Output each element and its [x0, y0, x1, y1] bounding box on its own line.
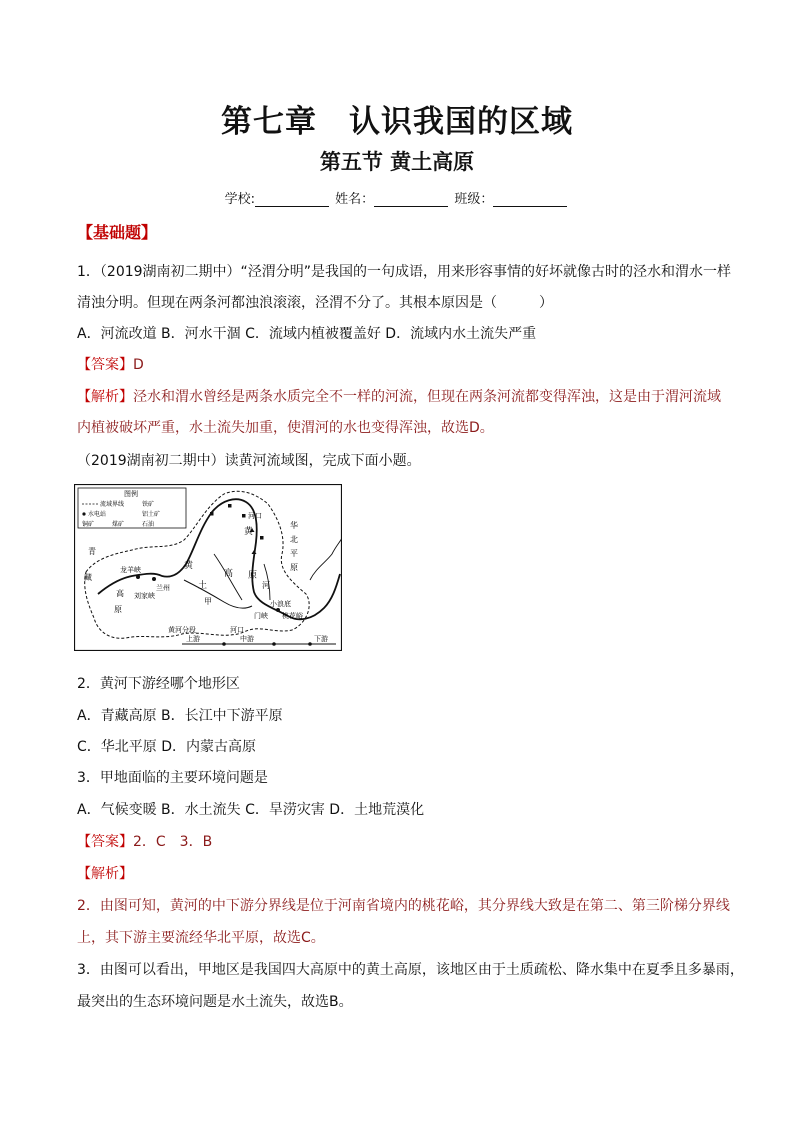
q2-stem: 2．黄河下游经哪个地形区 [77, 676, 240, 692]
label-liujiaxia: 刘家峡 [134, 592, 155, 600]
legend-title: 图例 [124, 490, 138, 498]
q3-analysis-line2: 最突出的生态环境问题是水土流失，故选B。 [77, 994, 353, 1010]
answer-value: 2．C 3．B [133, 834, 213, 850]
q3-analysis-line1: 3．由图可以看出，甲地区是我国四大高原中的黄土高原，该地区由于土质疏松、降水集中在夏季且多暴雨， [77, 962, 744, 978]
answer-tag: 【答案】 [77, 834, 133, 850]
label-lower: 下游 [314, 635, 328, 643]
analysis-text: 泾水和渭水曾经是两条水质完全不一样的河流，但现在两条河流都变得浑浊，这是由于渭河流域 [133, 389, 721, 405]
page-title: 第七章 认识我国的区域 [221, 104, 573, 140]
label-taohuayu: 桃花峪 [282, 612, 303, 620]
coal-marker [260, 536, 264, 540]
answer-value: D [133, 357, 144, 373]
q3-options: A．气候变暖 B．水土流失 C．旱涝灾害 D．土地荒漠化 [77, 802, 425, 818]
label-segment-title: 黄河分段 [168, 626, 196, 634]
legend-copper: 铜矿 [82, 521, 95, 528]
group-intro: （2019湖南初二期中）读黄河流域图，完成下面小题。 [77, 453, 421, 469]
label-longyangxia: 龙羊峡 [120, 566, 141, 574]
label-zang: 藏 [84, 573, 92, 582]
student-info [0, 188, 794, 207]
q2-options-line1: A．青藏高原 B．长江中下游平原 [77, 708, 283, 724]
coal-marker [228, 504, 232, 508]
class-label: 班级： [454, 192, 494, 207]
coal-marker [210, 512, 214, 516]
q1-analysis-line2: 内植被破坏严重，水土流失加重，使渭河的水也变得浑浊，故选D。 [77, 420, 494, 436]
legend-iron: 铁矿 [142, 501, 155, 508]
label-qing: 青 [88, 547, 96, 556]
legend-hydro: 水电站 [88, 511, 107, 518]
q1-stem-line1: 1．（2019湖南初二期中）“泾渭分明”是我国的一句成语，用来形容事情的好坏就像古时的泾水和渭水一样 [77, 264, 732, 280]
legend-basin-boundary: 流域界线 [100, 501, 125, 508]
school-blank[interactable] [255, 192, 329, 207]
label-gao: 高 [116, 589, 124, 598]
label-upper: 上游 [186, 635, 200, 643]
q1-options: A．河流改道 B．河水干涸 C．流域内植被覆盖好 D．流域内水土流失严重 [77, 326, 537, 342]
label-yuan: 原 [114, 605, 122, 614]
label-hekou2: 河口 [230, 626, 244, 634]
label-he: 河 [262, 581, 270, 590]
class-blank[interactable] [493, 192, 567, 207]
section-label: 【基础题】 [77, 223, 158, 242]
analysis-tag: 【解析】 [77, 866, 133, 882]
q1-analysis-line1 [77, 387, 721, 407]
label-jia: 甲 [204, 597, 212, 606]
label-bei: 北 [290, 535, 298, 544]
label-huang2: 黄 [244, 527, 254, 537]
legend-bauxite: 铝土矿 [142, 511, 161, 518]
label-menxia: 门峡 [254, 612, 268, 620]
yellow-river-basin-map [74, 484, 342, 651]
q2-analysis-line1: 2．由图可知，黄河的中下游分界线是位于河南省境内的桃花峪，其分界线大致是在第二、第三阶梯分界线 [77, 898, 730, 914]
label-tu: 土 [198, 581, 208, 591]
q3-stem: 3．甲地面临的主要环境问题是 [77, 770, 268, 786]
label-gao2: 高 [224, 569, 234, 579]
group-answer [77, 832, 212, 852]
legend-oil: 石油 [142, 521, 155, 528]
label-huang: 黄 [184, 561, 194, 571]
label-hekou: 河口 [248, 512, 262, 520]
hydro-station-xiaolangdi [276, 608, 280, 612]
label-lanzhou: 兰州 [156, 584, 170, 592]
q2-options-line2: C．华北平原 D．内蒙古高原 [77, 739, 257, 755]
analysis-tag: 【解析】 [77, 389, 133, 405]
label-middle: 中游 [240, 635, 254, 643]
label-xiaolangdi: 小浪底 [270, 600, 291, 608]
section-subtitle: 第五节 黄土高原 [319, 149, 475, 174]
hydro-station-longyangxia [136, 575, 140, 579]
coal-marker [242, 514, 246, 518]
label-ping: 平 [290, 549, 298, 558]
label-yuan3: 原 [290, 563, 298, 572]
school-label: 学校: [224, 192, 256, 207]
q1-stem-line2: 清浊分明。但现在两条河都浊浪滚滚，泾渭不分了。其根本原因是（ ） [77, 295, 553, 311]
legend-coal: 煤矿 [112, 521, 125, 528]
q2-analysis-line2: 上，其下游主要流经华北平原，故选C。 [77, 930, 325, 946]
q1-answer [77, 355, 144, 375]
label-hua: 华 [290, 521, 298, 530]
label-yuan2: 原 [248, 571, 258, 581]
answer-tag: 【答案】 [77, 357, 133, 373]
name-blank[interactable] [374, 192, 448, 207]
name-label: 姓名： [335, 192, 375, 207]
hydro-station-liujiaxia [152, 577, 156, 581]
